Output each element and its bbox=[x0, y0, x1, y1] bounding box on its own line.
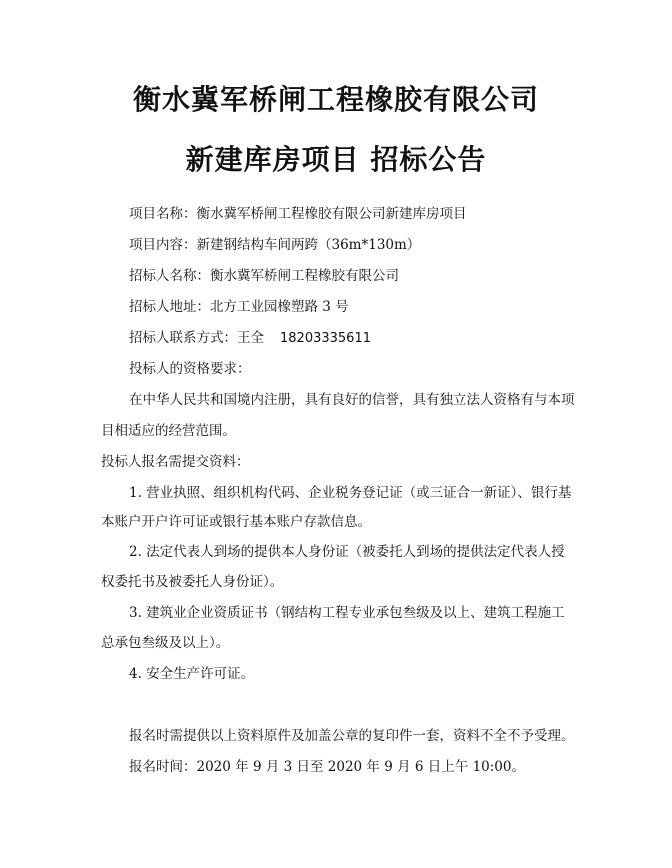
tenderer-name: 招标人名称：衡水冀军桥闸工程橡胶有限公司 bbox=[129, 268, 399, 284]
materials-item-4: 4. 安全生产许可证。 bbox=[129, 666, 255, 682]
qualification-heading: 投标人的资格要求： bbox=[129, 361, 251, 377]
contact-label: 招标人联系方式：王全 bbox=[129, 330, 264, 346]
tenderer-contact bbox=[129, 332, 371, 346]
document-title-line-2: 新建库房项目 招标公告 bbox=[185, 143, 487, 176]
materials-item-2-line-1: 2. 法定代表人到场的提供本人身份证（被委托人到场的提供法定代表人授 bbox=[129, 544, 565, 560]
tenderer-address: 招标人地址：北方工业园橡塑路 3 号 bbox=[129, 299, 349, 315]
materials-item-3-line-2: 总承包叁级及以上）。 bbox=[101, 635, 230, 651]
materials-item-2-line-2: 权委托书及被委托人身份证）。 bbox=[101, 574, 284, 590]
qualification-text-line-2: 目相适应的经营范围。 bbox=[101, 423, 236, 439]
materials-item-1-line-2: 本账户开户许可证或银行基本账户存款信息。 bbox=[101, 514, 371, 530]
registration-time: 报名时间：2020 年 9 月 3 日至 2020 年 9 月 6 日上午 10:00。 bbox=[129, 759, 525, 775]
contact-phone: 18203335611 bbox=[280, 331, 371, 346]
materials-item-1-line-1: 1. 营业执照、组织机构代码、企业税务登记证（或三证合一新证）、银行基 bbox=[129, 485, 572, 501]
materials-heading: 投标人报名需提交资料： bbox=[101, 454, 250, 470]
document-title-line-1: 衡水冀军桥闸工程橡胶有限公司 bbox=[132, 83, 539, 116]
submission-note: 报名时需提供以上资料原件及加盖公章的复印件一套，资料不全不予受理。 bbox=[129, 728, 575, 744]
project-content: 项目内容：新建钢结构车间两跨（36m*130m） bbox=[129, 237, 421, 253]
project-name: 项目名称：衡水冀军桥闸工程橡胶有限公司新建库房项目 bbox=[129, 206, 467, 222]
qualification-text-line-1: 在中华人民共和国境内注册，具有良好的信誉，具有独立法人资格有与本项 bbox=[129, 392, 575, 408]
materials-item-3-line-1: 3. 建筑业企业资质证书（钢结构工程专业承包叁级及以上、建筑工程施工 bbox=[129, 605, 565, 621]
